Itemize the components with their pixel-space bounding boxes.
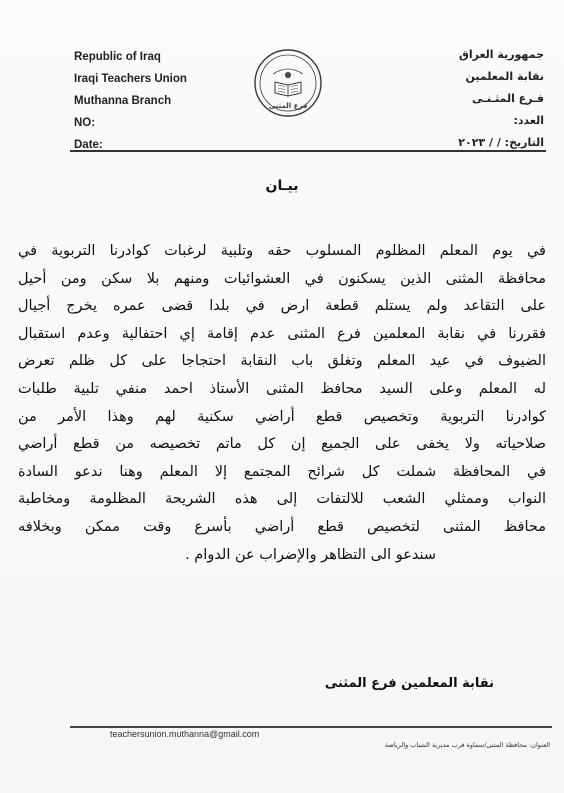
body-line: سندعو الى التظاهر والإضراب عن الدوام . (185, 546, 436, 563)
footer-divider (70, 726, 552, 728)
footer-address: العنوان: محافظة المثنى/سماوة قرب مديرية الشباب والرياضة (384, 741, 550, 749)
seal-branch-text: فرع المثنى (268, 102, 308, 110)
header-english (74, 46, 244, 156)
header-divider (70, 150, 546, 152)
statement-title: بيـان (265, 178, 299, 194)
body-line: الضيوف في عيد المعلم وتغلق باب النقابة احتجاجا على كل ظلم تعرض (18, 353, 546, 370)
body-line: كوادرنا التربوية وتخصيص قطع أراضي سكنية لهم وهذا الأمر من (18, 408, 546, 425)
body-line: في يوم المعلم المظلوم المسلوب حقه وتلبية لرغبات كوادرنا التربوية في (18, 243, 546, 259)
body-line: محافظ المثنى لتخصيص قطع أراضي بأسرع وقت ممكن وبخلافه (18, 518, 546, 535)
body-line: النواب وممثلي الشعب للالتفات إلى هذه الشريحة المظلومة ومخاطبة (18, 491, 546, 508)
header-ar-number-label: العدد: (513, 114, 544, 127)
header-ar-country: جمهورية العراق (459, 48, 544, 61)
header-ar-date-label: التاريخ: / / ٢٠٢٣ (458, 136, 544, 149)
union-seal-logo (253, 48, 323, 118)
header-en-number-label: NO: (74, 117, 96, 129)
body-line: فقررنا في نقابة المعلمين فرع المثنى عدم إقامة إي احتفالية وعدم استقبال (18, 325, 546, 342)
body-line: في المحافظة شملت كل شرائح المجتمع إلا المعلم وهنا ندعو السادة (18, 463, 546, 480)
signature-block: نقابة المعلمين فرع المثنى (324, 676, 494, 691)
body-line: صلاحياته ولا يخفى على الجميع إن كل ماتم تخصيصه من قطع أراضي (18, 436, 546, 453)
header-ar-branch: فـرع المثـنـى (471, 92, 544, 105)
statement-body (18, 238, 546, 569)
body-line: له المعلم وعلى السيد محافظ المثنى الأستاذ احمد منفي تلبية طلبات (18, 380, 546, 397)
header-en-org: Iraqi Teachers Union (74, 73, 187, 85)
header-en-country: Republic of Iraq (74, 51, 161, 63)
header-en-date-label: Date: (74, 139, 103, 151)
body-line: محافظة المثنى الذين يسكنون في العشوائيات ومنهم بلا سكن ومن أحيل (18, 270, 546, 287)
header-ar-org: نقابة المعلمين (465, 70, 544, 83)
header-arabic (384, 44, 544, 154)
body-line: على التقاعد ولم يستلم قطعة ارض في بلدا قضى عمره يخرج أجيال (18, 298, 546, 315)
header-en-branch: Muthanna Branch (74, 95, 172, 107)
footer-email-link[interactable]: teachersunion.muthanna@gmail.com (110, 729, 260, 739)
